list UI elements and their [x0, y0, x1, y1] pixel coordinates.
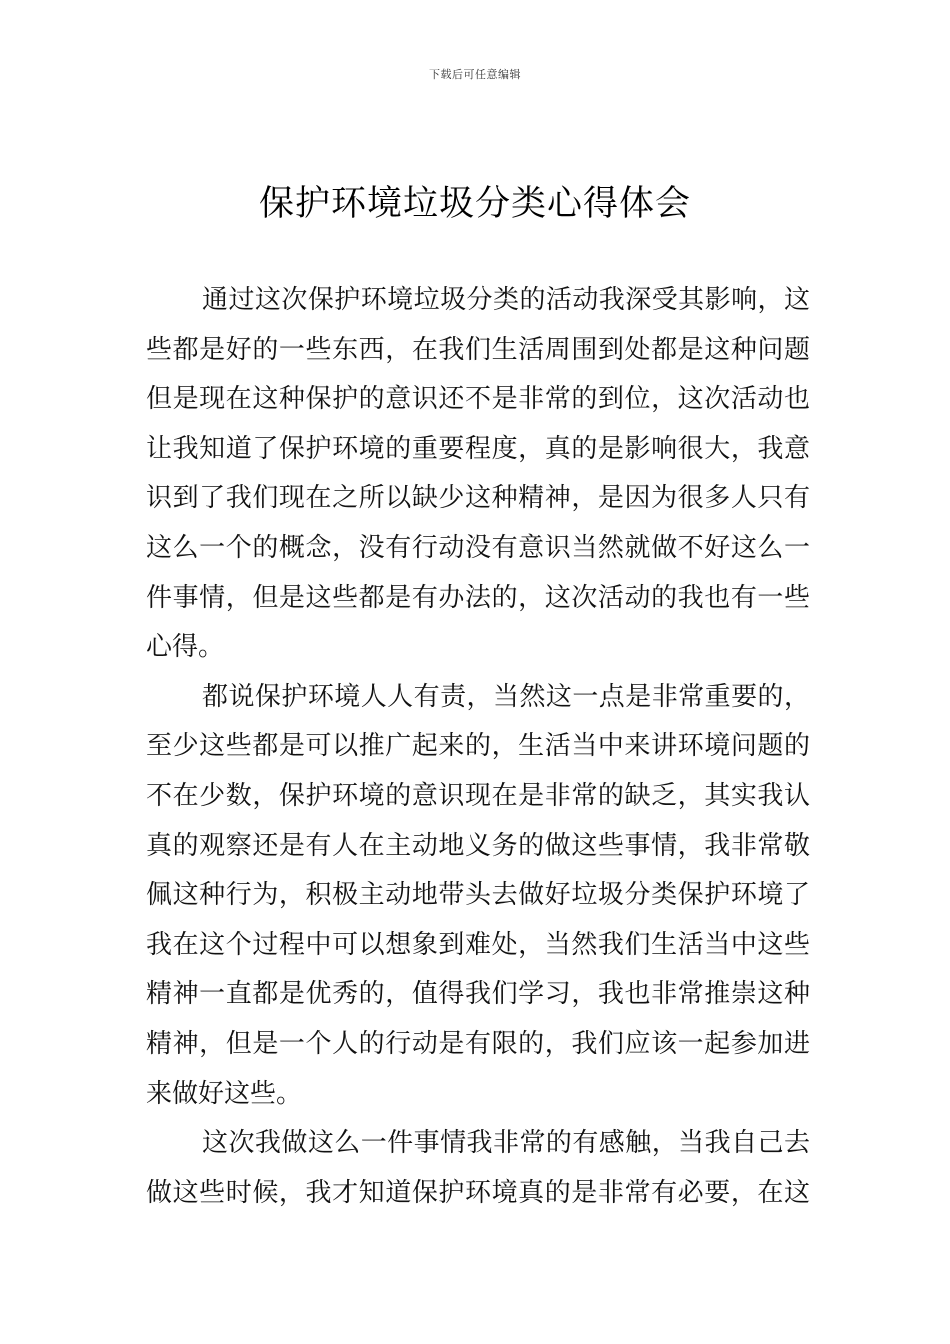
- text-line: 精神，但是一个人的行动是有限的，我们应该一起参加进: [146, 1028, 810, 1059]
- text-line: 但是现在这种保护的意识还不是非常的到位，这次活动也: [146, 384, 810, 415]
- text-line: 真的观察还是有人在主动地义务的做这些事情，我非常敬: [146, 830, 810, 861]
- text-line: 不在少数，保护环境的意识现在是非常的缺乏，其实我认: [146, 780, 810, 811]
- text-line: 至少这些都是可以推广起来的，生活当中来讲环境问题的: [146, 731, 810, 762]
- text-line: 识到了我们现在之所以缺少这种精神，是因为很多人只有: [146, 483, 810, 514]
- text-line: 都说保护环境人人有责，当然这一点是非常重要的，: [202, 681, 810, 712]
- paragraph-1: [146, 276, 810, 673]
- text-line: 心得。: [146, 632, 225, 663]
- text-line: 这次我做这么一件事情我非常的有感触，当我自己去: [202, 1128, 810, 1159]
- text-line: 些都是好的一些东西，在我们生活周围到处都是这种问题: [146, 334, 810, 365]
- text-line: 佩这种行为，积极主动地带头去做好垃圾分类保护环境了: [146, 880, 810, 911]
- document-body: [146, 276, 810, 1218]
- text-line: 来做好这些。: [146, 1078, 303, 1109]
- text-line: 做这些时候，我才知道保护环境真的是非常有必要，在这: [146, 1177, 810, 1208]
- text-line: 通过这次保护环境垃圾分类的活动我深受其影响，这: [202, 285, 810, 315]
- paragraph-3: [146, 1119, 810, 1218]
- text-line: 这么一个的概念，没有行动没有意识当然就做不好这么一: [146, 532, 810, 563]
- document-title: 保护环境垃圾分类心得体会: [258, 184, 691, 224]
- text-line: 件事情，但是这些都是有办法的，这次活动的我也有一些: [146, 582, 810, 613]
- paragraph-2: [146, 673, 810, 1119]
- text-line: 精神一直都是优秀的，值得我们学习，我也非常推崇这种: [146, 979, 810, 1010]
- header-note: 下载后可任意编辑: [429, 68, 521, 81]
- text-line: 让我知道了保护环境的重要程度，真的是影响很大，我意: [146, 433, 810, 464]
- text-line: 我在这个过程中可以想象到难处，当然我们生活当中这些: [146, 929, 810, 960]
